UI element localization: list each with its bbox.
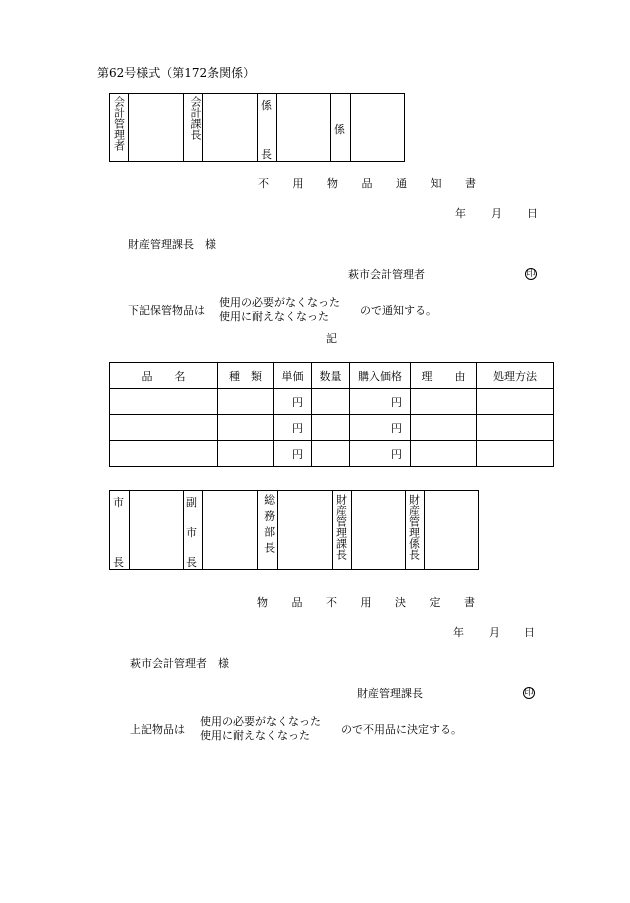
cell-item-name[interactable] <box>110 415 218 441</box>
seal-icon: 印 <box>526 269 536 279</box>
form-number: 第62号様式（第172条関係） <box>97 66 256 80</box>
ki-label: 記 <box>326 332 337 345</box>
stamp-label-kakari-bottom: 長 <box>261 148 272 161</box>
stamp-label-mayor-bottom: 長 <box>113 556 124 569</box>
cell-quantity[interactable] <box>312 389 350 415</box>
cell-disposal-method[interactable] <box>477 415 554 441</box>
cell-quantity[interactable] <box>312 415 350 441</box>
seal-icon: 印 <box>524 688 534 698</box>
header-disposal-method: 処理方法 <box>477 363 554 389</box>
cell-type[interactable] <box>218 441 274 467</box>
cell-type[interactable] <box>218 415 274 441</box>
header-quantity: 数量 <box>312 363 350 389</box>
cell-type[interactable] <box>218 389 274 415</box>
decision-body-prefix: 上記物品は <box>130 723 185 736</box>
stamp-label-accounting-chief: 会計課長 <box>188 96 202 140</box>
header-type: 種 類 <box>218 363 274 389</box>
items-table <box>109 362 554 467</box>
notice-body-prefix: 下記保管物品は <box>128 304 205 317</box>
decision-body-suffix: ので不用品に決定する。 <box>341 723 462 736</box>
decision-option-2: 使用に耐えなくなった <box>200 729 310 742</box>
notice-date-month: 月 <box>491 207 502 220</box>
cell-disposal-method[interactable] <box>477 389 554 415</box>
stamp-divider <box>257 491 258 569</box>
notice-sender: 萩市会計管理者 <box>348 268 425 281</box>
cell-purchase-price[interactable]: 円 <box>350 441 411 467</box>
stamp-label-accounting-manager: 会計管理者 <box>112 96 126 151</box>
stamp-divider <box>202 94 203 161</box>
decision-sender: 財産管理課長 <box>357 687 423 700</box>
top-approval-stamp-box <box>109 93 405 162</box>
notice-body-suffix: ので通知する。 <box>360 304 437 317</box>
stamp-label-property-section-chief: 財産管理係長 <box>407 494 421 560</box>
notice-date-year: 年 <box>455 207 466 220</box>
table-row <box>110 441 554 467</box>
decision-addressee: 萩市会計管理者 様 <box>130 657 229 670</box>
stamp-divider <box>183 94 184 161</box>
stamp-label-property-manager: 財産管理課長 <box>334 494 348 560</box>
stamp-label-kakari-top: 係 <box>261 99 272 112</box>
bottom-approval-stamp-box <box>109 490 479 570</box>
cell-unit-price[interactable]: 円 <box>274 415 312 441</box>
cell-reason[interactable] <box>411 389 477 415</box>
stamp-divider <box>257 94 258 161</box>
cell-purchase-price[interactable]: 円 <box>350 389 411 415</box>
stamp-divider <box>424 491 425 569</box>
stamp-label-vice-mayor-2: 市 <box>186 526 197 539</box>
cell-disposal-method[interactable] <box>477 441 554 467</box>
cell-item-name[interactable] <box>110 441 218 467</box>
stamp-divider <box>350 94 351 161</box>
stamp-label-vice-mayor-3: 長 <box>186 556 197 569</box>
cell-reason[interactable] <box>411 415 477 441</box>
cell-quantity[interactable] <box>312 441 350 467</box>
cell-unit-price[interactable]: 円 <box>274 441 312 467</box>
stamp-divider <box>277 491 278 569</box>
header-unit-price: 単価 <box>274 363 312 389</box>
stamp-divider <box>128 94 129 161</box>
cell-item-name[interactable] <box>110 389 218 415</box>
stamp-label-mayor-top: 市 <box>113 496 124 509</box>
stamp-divider <box>183 491 184 569</box>
notice-option-2: 使用に耐えなくなった <box>219 310 329 323</box>
cell-reason[interactable] <box>411 441 477 467</box>
notice-date-day: 日 <box>527 207 538 220</box>
stamp-divider <box>332 491 333 569</box>
decision-date-year: 年 <box>453 626 464 639</box>
decision-option-1: 使用の必要がなくなった <box>200 715 321 728</box>
table-row <box>110 389 554 415</box>
decision-title: 物 品 不 用 決 定 書 <box>257 596 485 609</box>
table-header-row <box>110 363 554 389</box>
cell-unit-price[interactable]: 円 <box>274 389 312 415</box>
stamp-divider <box>202 491 203 569</box>
stamp-label-general-affairs-director: 総務部長 <box>262 494 276 558</box>
decision-date-day: 日 <box>524 626 535 639</box>
decision-date-month: 月 <box>489 626 500 639</box>
cell-purchase-price[interactable]: 円 <box>350 415 411 441</box>
header-item-name: 品 名 <box>110 363 218 389</box>
header-purchase-price: 購入価格 <box>350 363 411 389</box>
stamp-divider <box>276 94 277 161</box>
stamp-divider <box>405 491 406 569</box>
notice-addressee: 財産管理課長 様 <box>128 238 216 251</box>
notice-option-1: 使用の必要がなくなった <box>219 296 340 309</box>
stamp-label-staff: 係 <box>334 123 345 136</box>
stamp-divider <box>351 491 352 569</box>
header-reason: 理 由 <box>411 363 477 389</box>
stamp-divider <box>129 491 130 569</box>
table-row <box>110 415 554 441</box>
stamp-divider <box>330 94 331 161</box>
notice-title: 不 用 物 品 通 知 書 <box>258 177 486 190</box>
stamp-label-vice-mayor-1: 副 <box>186 496 197 509</box>
